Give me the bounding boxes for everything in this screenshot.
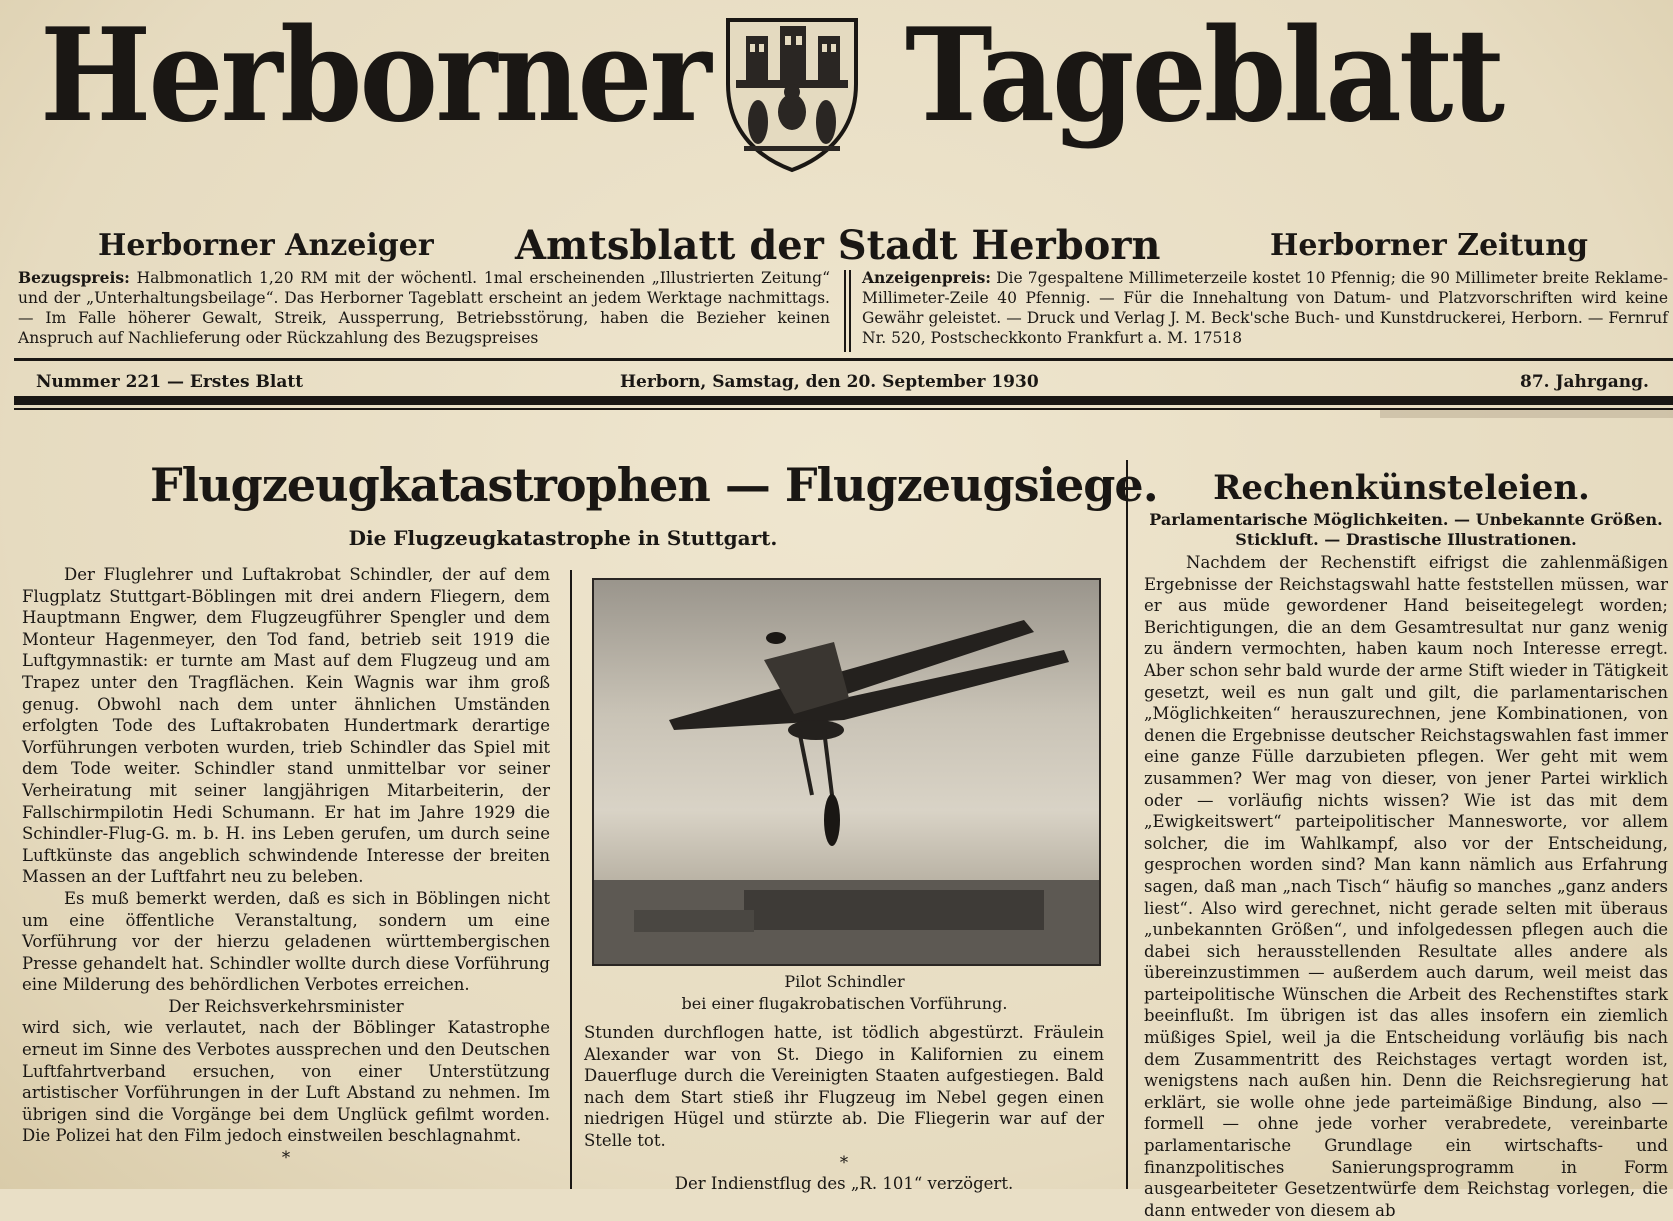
article-paragraph: Es muß bemerkt werden, daß es sich in Böblingen nicht um eine öffentliche Veranstaltung, sondern um eine Vorführung vor der hierzu geladenen württembergischen Presse gehandelt hat. Schindler wollte durch diese Vorführung eine Milderung des behördlichen Verbotes erreichen. [22,888,550,995]
article-paragraph: wird sich, wie verlautet, nach der Böblinger Katastrophe erneut im Sinne des Verbotes aussprechen und den Deutschen Luftfahrtverband ersuchen, von einer Unterstützung artistischer Vorführungen in der Luft Abstand zu nehmen. Im übrigen sind die Vorgänge bei dem Unglück gefilmt worden. Die Polizei hat den Film jedoch einstweilen beschlagnahmt. [22,1018,550,1146]
subtitle-right: Herborner Zeitung [1270,228,1589,263]
article-paragraph: Der Fluglehrer und Luftakrobat Schindler, der auf dem Flugplatz Stuttgart-Böblingen mit drei andern Fliegern, dem Hauptmann Engwer, dem Flugzeugführer Spengler und dem Monteur Hagenmeyer, den Tod fand, betrieb seit 1919 die Luftgymnastik: er turnte am Mast auf dem Flugzeug und am Trapez unter den Tragflächen. Kein Wagnis war ihm groß genug. Obwohl nach dem unter ähnlichen Umständen erfolgten Tode des Luftakrobaten Hundertmark derartige Vorführungen verboten wurden, trieb Schindler das Spiel mit dem Tode weiter. Schindler stand unmittelbar vor seiner Verheiratung mit seiner langjährigen Mitarbeiterin, der Fallschirmpilotin Hedi Schumann. Er hat im Jahre 1929 die Schindler-Flug-G. m. b. H. ins Leben gerufen, um durch seine Luftkünste das angeblich schwindende Interesse der breiten Massen an der Luftfahrt neu zu beleben. [22,565,550,887]
section-title: Der Indienstflug des „R. 101“ verzögert. [674,1174,1014,1194]
main-subheadline: Die Flugzeugkatastrophe in Stuttgart. [348,526,778,550]
airplane-photo [592,578,1101,966]
advertising-notice [862,268,1668,352]
asterisk-divider: * [839,1152,849,1172]
subscription-label: Bezugspreis: [18,268,130,287]
masthead-title-right: Tageblatt [905,1,1503,151]
masthead-title-left: Herborner [40,1,709,151]
volume-year: 87. Jahrgang. [1520,372,1649,392]
coat-of-arms-icon [722,14,862,174]
photo-caption-line2: bei einer flugakrobatischen Vorführung. [681,994,1008,1013]
bleed-through-strip [1380,410,1673,418]
right-article-column [1144,552,1668,1220]
section-title: Der Reichsverkehrsminister [168,996,404,1016]
notice-divider [844,270,846,352]
subscription-notice [18,268,830,352]
main-headline: Flugzeugkatastrophen — Flugzeugsiege. [150,458,1158,512]
right-subheadline: Parlamentarische Möglichkeiten. — Unbekannte Größen. Stickluft. — Drastische Illustrationen. [1149,510,1663,549]
article-paragraph: Stunden durchflogen hatte, ist tödlich abgestürzt. Fräulein Alexander war von St. Diego in Kalifornien zu einem Dauerfluge durch die Vereinigten Staaten aufgestiegen. Bald nach dem Start stieß ihr Flugzeug im Nebel gegen einen niedrigen Hügel und stürzte ab. Die Fliegerin war auf der Stelle tot. [584,1023,1104,1150]
main-article-column [22,564,550,1189]
column-rule [570,570,572,1189]
issue-number: Nummer 221 — Erstes Blatt [36,372,304,392]
article-paragraph: Nachdem der Rechenstift eifrigst die zahlenmäßigen Ergebnisse der Reichstagswahl hatte feststellen müssen, war er aus müde gewordener Hand beiseitegelegt worden; Berichtigungen, die an dem Gesamtresultat nur ganz wenig zu ändern vermochten, haben kaum noch Interesse erregt. Aber schon sehr bald wurde der arme Stift wieder in Tätigkeit gesetzt, weil es nun galt und gilt, die parlamentarischen „Möglichkeiten“ herauszurechnen, jene Kombinationen, von denen die Ergebnisse deutscher Reichstagswahlen fast immer eine ganze Fülle darzubieten pflegen. Wer geht mit wem zusammen? Wer mag von dieser, von jener Partei wirklich oder — vorläufig nichts wissen? Wie ist das mit dem „Ewigkeitswert“ parteipolitischer Manneswortе, vor allem solcher, die im Wahlkampf, also vor der Entscheidung, gesprochen worden sind? Man kann nämlich aus Erfahrung sagen, daß man „nach Tisch“ häufig so manches „ganz anders liest“. Also wird gerechnet, nicht gerade selten mit überaus „unbekannten Größen“, und infolgedessen pflegen auch die dabei sich herausstellenden Resultate alles andere als übereinzustimmen — außerdem auch darum, weil meist das parteipolitische Wünschen die Arbeit des Rechenstiftes stark beeinflußt. Im übrigen ist das alles insofern ein ziemlich müßiges Spiel, weil ja die Entscheidung vorläufig bis nach dem Zusammentritt des Reichstages vertagt worden ist, wenigstens nach außen hin. Denn die Reichsregierung hat erklärt, sie wolle ohne jede parteimäßige Bindung, also — formell — ohne jede vorher verabredete, vereinbarte parlamentarische Grundlage ein wirtschafts- und finanzpolitisches Sanierungsprogramm in Form ausgearbeiteter Gesetzentwürfe dem Reichstag vorlegen, die dann entweder von diesem ab [1144,553,1668,1220]
notice-divider [849,270,851,352]
right-headline: Rechenkünsteleien. [1213,468,1590,508]
subscription-text: Halbmonatlich 1,20 RM mit der wöchentl. 1mal erscheinenden „Illustrierten Zeitung“ und der „Unterhaltungsbeilage“. Das Herborner Tageblatt erscheint an jedem Werktage nachmittags. — Im Falle höherer Gewalt, Streik, Aussperrung, Betriebsstörung, haben die Bezieher keinen Anspruch auf Nachlieferung oder Rückzahlung des Bezugspreises [18,269,830,347]
subtitle-left: Herborner Anzeiger [98,228,434,263]
column-rule [1126,460,1128,1189]
header-rule [14,358,1673,361]
issue-date: Herborn, Samstag, den 20. September 1930 [620,372,1039,392]
subtitle-center: Amtsblatt der Stadt Herborn [515,222,1161,269]
middle-column [584,1022,1104,1194]
advertising-text: Die 7gespaltene Millimeterzeile kostet 10 Pfennig; die 90 Millimeter breite Reklame-Millimeter-Zeile 40 Pfennig. — Für die Innehaltung von Datum- und Platzvorschriften wird keine Gewähr geleistet. — Druck und Verlag J. M. Beck'sche Buch- und Kunstdruckerei, Herborn. — Fernruf Nr. 520, Postscheckkonto Frankfurt a. M. 17518 [862,269,1668,347]
advertising-label: Anzeigenpreis: [862,268,992,287]
asterisk-divider: * [281,1148,291,1168]
photo-caption-line1: Pilot Schindler [784,972,905,991]
dateline-rule-thick [14,396,1673,405]
